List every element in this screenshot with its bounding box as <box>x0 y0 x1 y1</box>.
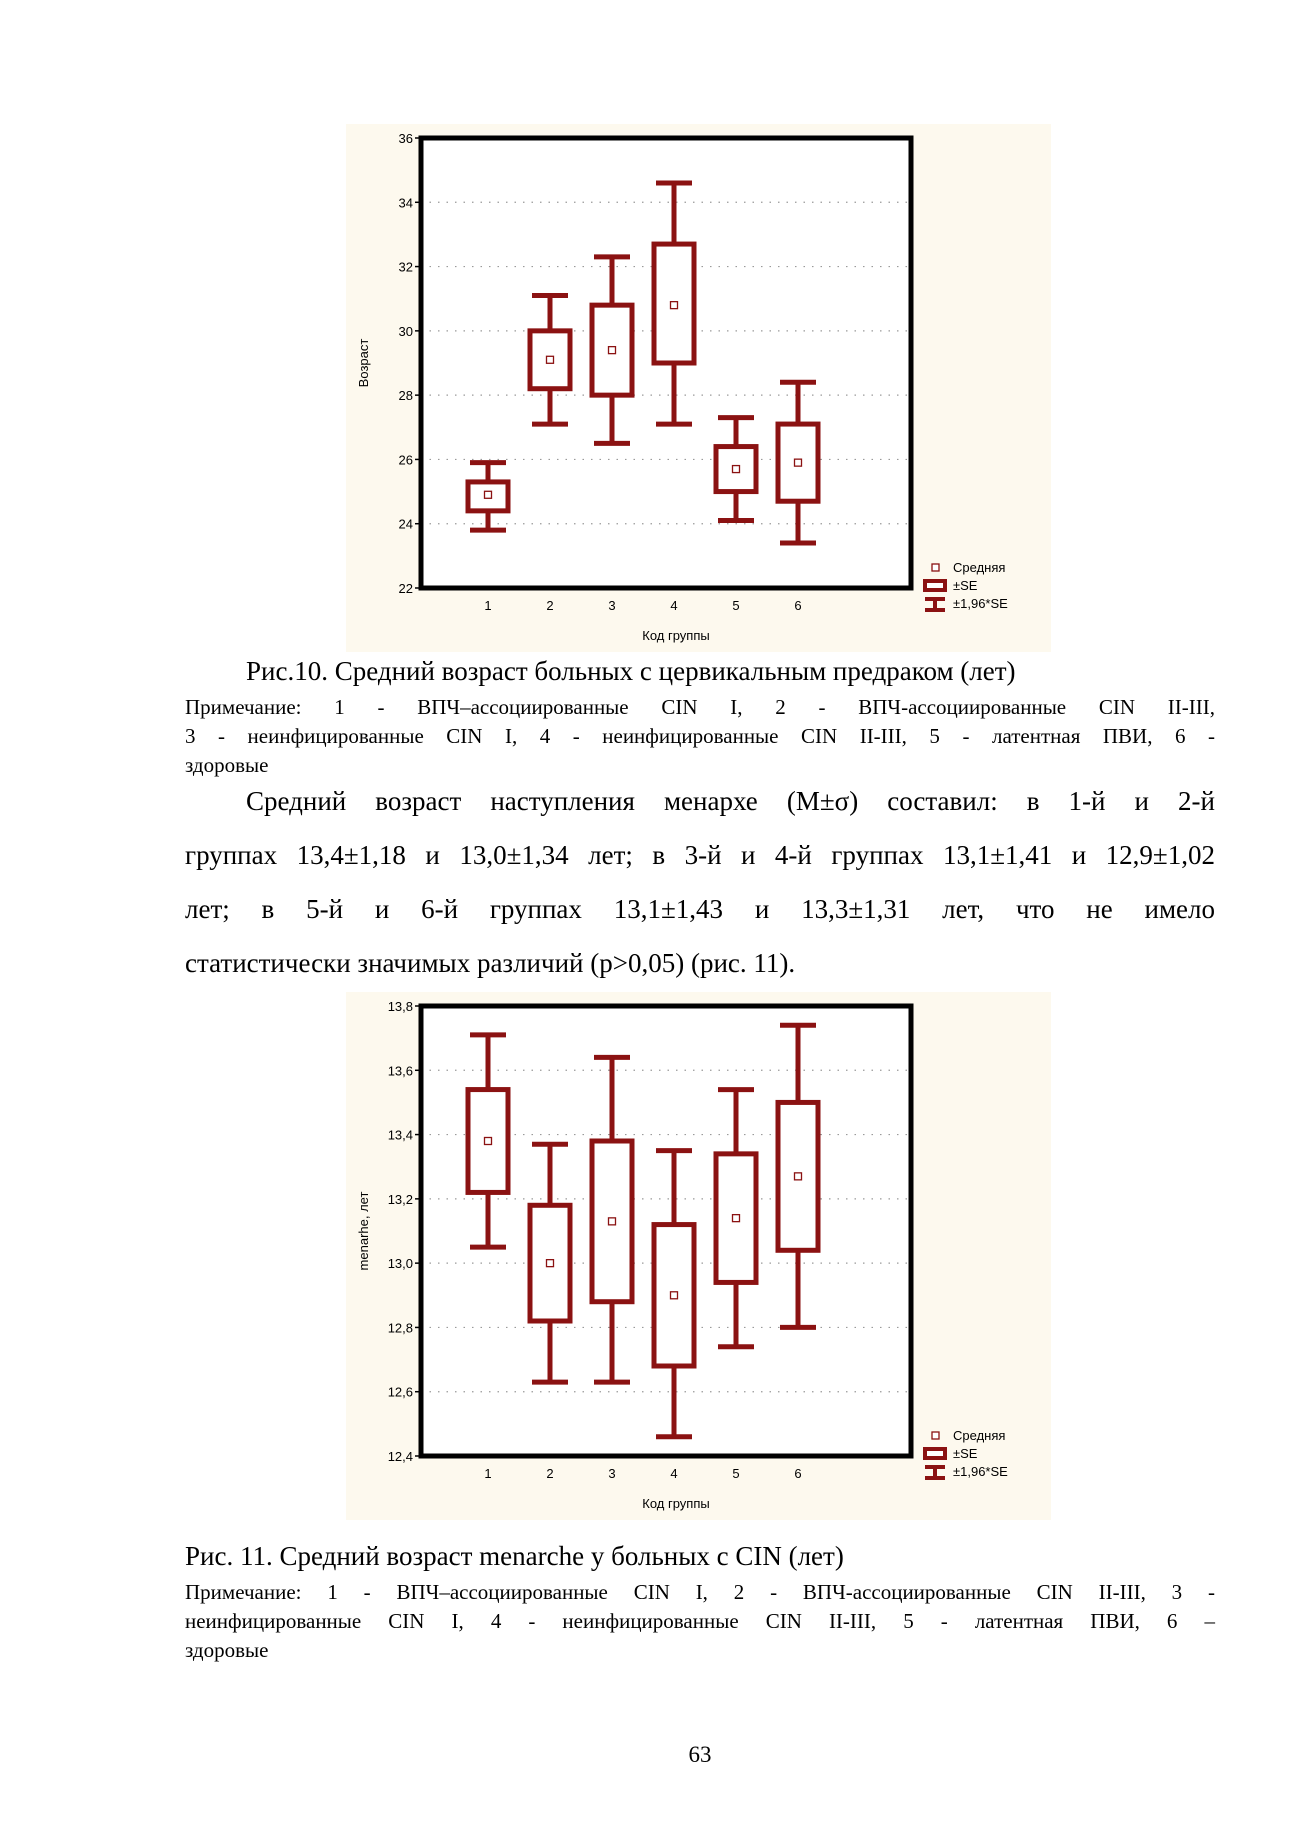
mean-marker <box>733 1215 740 1222</box>
y-tick-label: 13,0 <box>387 1256 413 1272</box>
mean-marker <box>733 466 740 473</box>
x-tick-label: 5 <box>732 598 740 613</box>
figure-11-chart <box>346 992 1051 1520</box>
x-tick-label: 4 <box>670 1466 678 1481</box>
figure-10-svg <box>346 124 1051 652</box>
legend-label: ±1,96*SE <box>953 596 1008 611</box>
figure-11-svg <box>346 992 1051 1520</box>
legend-label: ±SE <box>953 578 978 593</box>
figure-10-note-line-2: 3 - неинфицированные CIN I, 4 - неинфицированные CIN II-III, 5 - латентная ПВИ, 6 - <box>185 724 1215 748</box>
y-tick-label: 32 <box>398 259 413 275</box>
legend-label: Средняя <box>953 1428 1006 1443</box>
y-tick-label: 22 <box>398 581 413 596</box>
figure-11-note-line-3: здоровые <box>185 1638 269 1662</box>
y-tick-label: 30 <box>398 323 413 339</box>
figure-10-note-line-3: здоровые <box>185 753 269 777</box>
y-tick-label: 13,8 <box>387 999 413 1014</box>
x-axis-label: Код группы <box>642 628 710 643</box>
y-tick-label: 26 <box>398 452 413 468</box>
mean-marker <box>485 491 492 498</box>
mean-marker <box>547 356 554 363</box>
mean-marker <box>671 1292 678 1299</box>
x-tick-label: 3 <box>608 598 616 613</box>
x-axis-label: Код группы <box>642 1496 710 1511</box>
y-tick-label: 13,6 <box>387 1063 413 1079</box>
body-paragraph-line-2: группах 13,4±1,18 и 13,0±1,34 лет; в 3-й и 4-й группах 13,1±1,41 и 12,9±1,02 <box>185 840 1215 870</box>
mean-marker <box>609 1218 616 1225</box>
x-tick-label: 2 <box>546 1466 554 1481</box>
y-tick-label: 12,8 <box>387 1320 413 1336</box>
x-tick-label: 1 <box>484 1466 492 1481</box>
legend-se-marker <box>925 581 945 590</box>
x-tick-label: 1 <box>484 598 492 613</box>
legend-mean-marker <box>932 564 939 571</box>
mean-marker <box>547 1260 554 1267</box>
x-tick-label: 5 <box>732 1466 740 1481</box>
legend-mean-marker <box>932 1432 939 1439</box>
y-tick-label: 36 <box>398 131 413 146</box>
x-tick-label: 3 <box>608 1466 616 1481</box>
y-tick-label: 28 <box>398 388 413 404</box>
y-tick-label: 12,6 <box>387 1384 413 1400</box>
mean-marker <box>671 302 678 309</box>
x-tick-label: 6 <box>794 598 802 613</box>
mean-marker <box>609 347 616 354</box>
legend-label: Средняя <box>953 560 1006 575</box>
y-tick-label: 13,4 <box>387 1127 413 1143</box>
y-tick-label: 24 <box>398 516 413 532</box>
body-paragraph-line-4: статистически значимых различий (р>0,05) (рис. 11). <box>185 948 796 978</box>
mean-marker <box>795 459 802 466</box>
body-paragraph-line-1: Средний возраст наступления менархе (M±σ) составил: в 1-й и 2-й <box>246 786 1215 816</box>
y-tick-label: 12,4 <box>387 1449 413 1464</box>
y-axis-label: Возраст <box>356 338 371 388</box>
figure-11-note-line-2: неинфицированные CIN I, 4 - неинфицированные CIN II-III, 5 - латентная ПВИ, 6 – <box>185 1609 1215 1633</box>
figure-10-note <box>185 693 1215 780</box>
mean-marker <box>795 1173 802 1180</box>
page-number: 63 <box>688 1742 712 1767</box>
figure-10-note-line-1: Примечание: 1 - ВПЧ–ассоциированные CIN I, 2 - ВПЧ-ассоциированные CIN II-III, <box>185 695 1215 719</box>
body-paragraph-line-3: лет; в 5-й и 6-й группах 13,1±1,43 и 13,3±1,31 лет, что не имело <box>185 894 1215 924</box>
legend-se-marker <box>925 1449 945 1458</box>
x-tick-label: 4 <box>670 598 678 613</box>
figure-11-note-line-1: Примечание: 1 - ВПЧ–ассоциированные CIN I, 2 - ВПЧ-ассоциированные CIN II-III, 3 - <box>185 1580 1215 1604</box>
figure-10-chart <box>346 124 1051 652</box>
figure-11-caption: Рис. 11. Средний возраст menarche у больных с CIN (лет) <box>185 1541 844 1571</box>
x-tick-label: 2 <box>546 598 554 613</box>
body-paragraph <box>185 774 1215 990</box>
figure-10-caption: Рис.10. Средний возраст больных с цервикальным предраком (лет) <box>246 656 1016 686</box>
y-axis-label: menarhe, лет <box>356 1191 371 1271</box>
figure-11-note <box>185 1578 1215 1665</box>
legend-label: ±1,96*SE <box>953 1464 1008 1479</box>
y-tick-label: 13,2 <box>387 1191 413 1207</box>
x-tick-label: 6 <box>794 1466 802 1481</box>
legend-label: ±SE <box>953 1446 978 1461</box>
mean-marker <box>485 1138 492 1145</box>
y-tick-label: 34 <box>398 195 413 211</box>
